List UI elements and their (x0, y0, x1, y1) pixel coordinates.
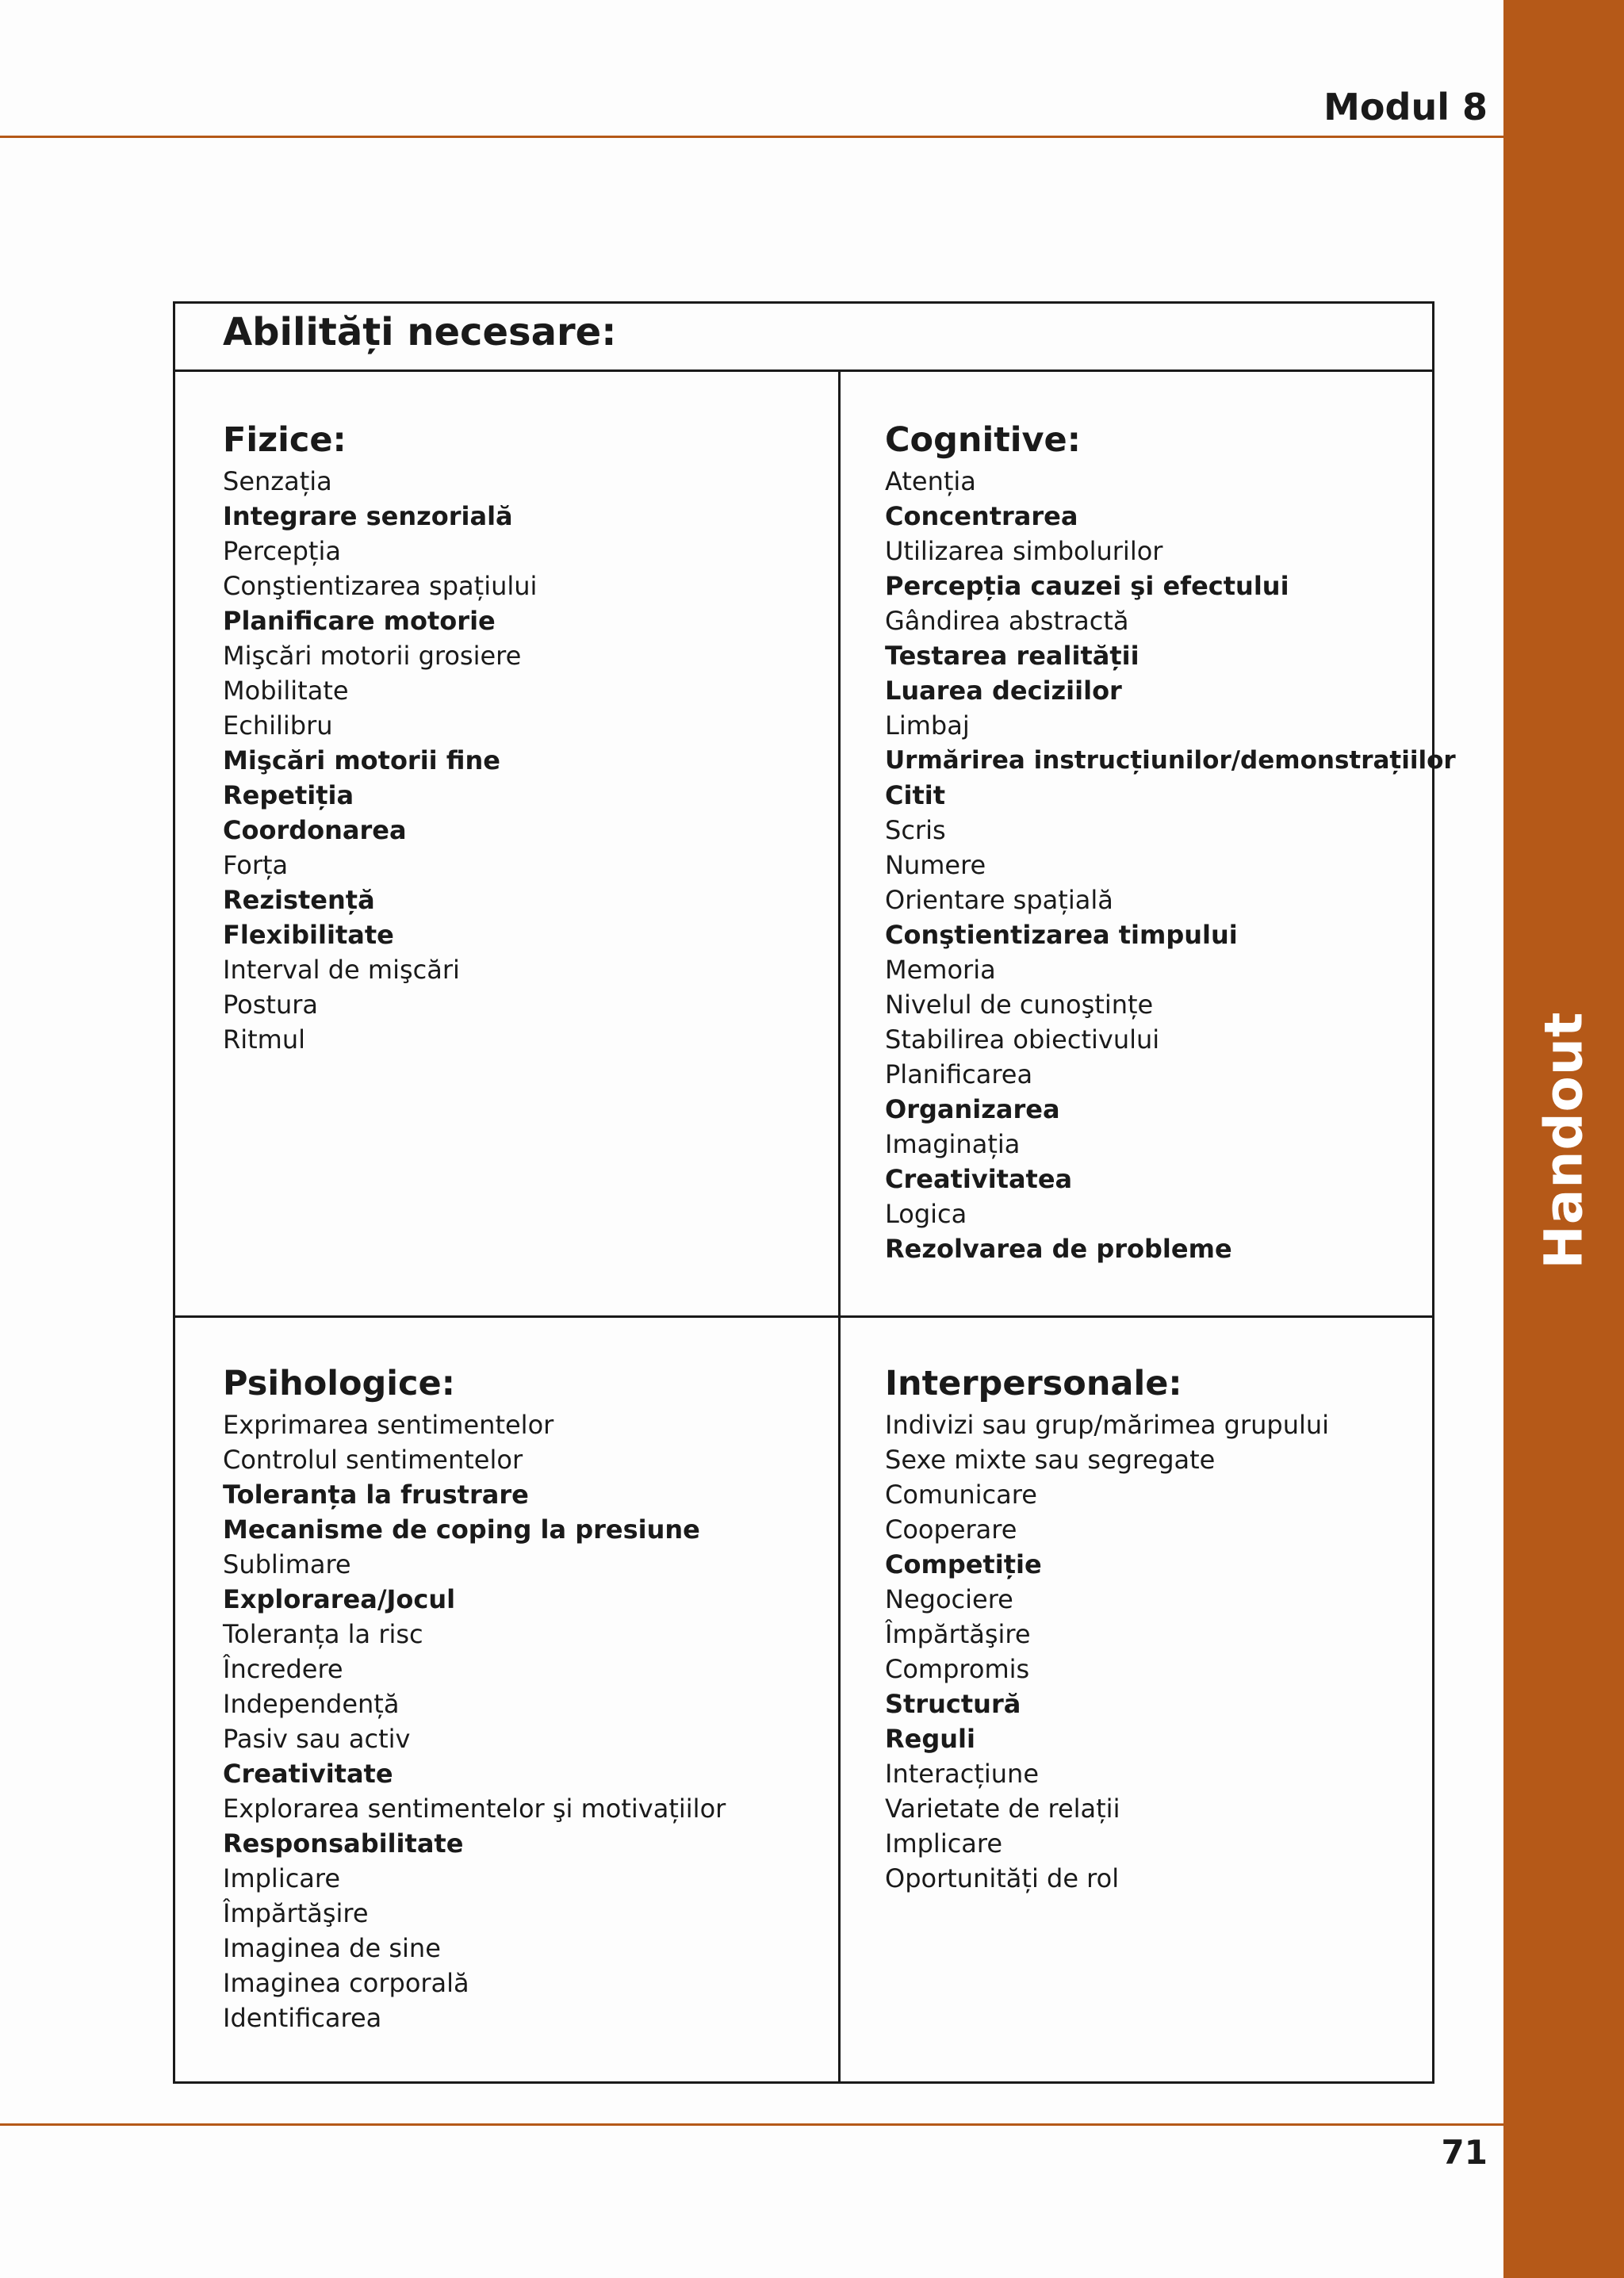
skill-item: Toleranța la frustrare (223, 1480, 529, 1510)
skill-item: Ritmul (223, 1024, 306, 1055)
skill-item: Implicare (223, 1863, 341, 1893)
skill-item: Conştientizarea spațiului (223, 571, 538, 601)
section-title: Psihologice: (223, 1364, 455, 1403)
skill-item: Nivelul de cunoştințe (885, 990, 1154, 1020)
footer-rule (0, 2123, 1503, 2126)
skill-item: Competiție (885, 1549, 1042, 1579)
skill-item: Comunicare (885, 1480, 1037, 1510)
skill-item: Imaginea de sine (223, 1933, 441, 1963)
skill-item: Numere (885, 850, 986, 880)
skill-item: Mobilitate (223, 676, 349, 706)
skill-list (223, 1407, 726, 2035)
row-divider (175, 1315, 1432, 1318)
section-fizice (223, 418, 537, 1057)
skill-item: Toleranța la risc (223, 1619, 423, 1649)
table-header (175, 304, 1432, 372)
skill-item: Integrare senzorială (223, 501, 513, 531)
section-interpersonale (885, 1361, 1329, 1896)
skill-item: Limbaj (885, 710, 970, 741)
skills-table (173, 301, 1456, 2084)
skill-item: Repetiția (223, 780, 354, 810)
skill-item: Mişcări motorii grosiere (223, 641, 522, 671)
skill-item: Imaginea corporală (223, 1968, 469, 1998)
skill-item: Atenția (885, 466, 976, 496)
skill-item: Scris (885, 815, 946, 845)
skill-item: Negociere (885, 1584, 1013, 1614)
skill-item: Coordonarea (223, 815, 407, 845)
skill-item: Concentrarea (885, 501, 1078, 531)
skill-item: Conştientizarea timpului (885, 920, 1238, 950)
section-cognitive (885, 418, 1456, 1266)
skill-item: Varietate de relații (885, 1794, 1120, 1824)
skill-item: Încredere (223, 1654, 343, 1684)
section-title: Cognitive: (885, 420, 1081, 460)
skill-item: Percepția cauzei şi efectului (885, 571, 1289, 601)
skill-list (885, 464, 1456, 1266)
skill-item: Rezolvarea de probleme (885, 1234, 1232, 1264)
skill-item: Flexibilitate (223, 920, 394, 950)
skill-item: Orientare spațială (885, 885, 1113, 915)
section-psihologice (223, 1361, 726, 2035)
skill-item: Controlul sentimentelor (223, 1445, 523, 1475)
section-title: Fizice: (223, 420, 347, 460)
skill-item: Senzația (223, 466, 332, 496)
table-heading: Abilități necesare: (223, 310, 617, 354)
skill-item: Compromis (885, 1654, 1030, 1684)
skill-item: Planificare motorie (223, 606, 496, 636)
skill-item: Creativitatea (885, 1164, 1073, 1194)
side-tab-label: Handout (1533, 1011, 1595, 1269)
skill-item: Logica (885, 1199, 967, 1229)
skill-item: Stabilirea obiectivului (885, 1024, 1160, 1055)
skill-item: Implicare (885, 1828, 1003, 1859)
skill-item: Independență (223, 1689, 400, 1719)
skill-item: Testarea realității (885, 641, 1139, 671)
skill-item: Reguli (885, 1724, 975, 1754)
skill-item: Indivizi sau grup/mărimea grupului (885, 1410, 1330, 1440)
skill-item: Împărtăşire (885, 1619, 1031, 1649)
skill-item: Planificarea (885, 1059, 1033, 1089)
column-divider (838, 369, 841, 2084)
skill-item: Organizarea (885, 1094, 1060, 1124)
skill-item: Gândirea abstractă (885, 606, 1129, 636)
skill-item: Mecanisme de coping la presiune (223, 1514, 700, 1545)
skill-item: Sexe mixte sau segregate (885, 1445, 1216, 1475)
skill-item: Forța (223, 850, 289, 880)
module-title: Modul 8 (1323, 86, 1488, 128)
skill-item: Mişcări motorii fine (223, 745, 500, 775)
skill-item: Pasiv sau activ (223, 1724, 411, 1754)
skill-item: Oportunități de rol (885, 1863, 1120, 1893)
skill-item: Rezistență (223, 885, 375, 915)
skill-item: Interval de mişcări (223, 955, 460, 985)
skill-item: Sublimare (223, 1549, 351, 1579)
skill-item: Luarea deciziilor (885, 676, 1122, 706)
skill-item: Explorarea sentimentelor şi motivațiilor (223, 1794, 726, 1824)
skill-item: Memoria (885, 955, 996, 985)
skill-item: Cooperare (885, 1514, 1017, 1545)
skill-item: Împărtăşire (223, 1898, 369, 1928)
skill-item: Interacțiune (885, 1759, 1039, 1789)
skill-list (223, 464, 537, 1057)
page-number: 71 (1441, 2133, 1488, 2172)
skill-list (885, 1407, 1329, 1896)
skill-item: Percepția (223, 536, 341, 566)
skill-item: Echilibru (223, 710, 333, 741)
skill-item: Explorarea/Jocul (223, 1584, 456, 1614)
skill-item: Imaginația (885, 1129, 1021, 1159)
skill-item: Utilizarea simbolurilor (885, 536, 1163, 566)
skill-item: Creativitate (223, 1759, 393, 1789)
skill-item: Postura (223, 990, 318, 1020)
skill-item: Structură (885, 1689, 1021, 1719)
skill-item: Exprimarea sentimentelor (223, 1410, 554, 1440)
header-rule (0, 136, 1503, 138)
skill-item: Citit (885, 780, 946, 810)
section-title: Interpersonale: (885, 1364, 1182, 1403)
skill-item: Identificarea (223, 2003, 382, 2033)
skill-item: Responsabilitate (223, 1828, 464, 1859)
skill-item: Urmărirea instrucțiunilor/demonstrațiilor (885, 746, 1456, 775)
